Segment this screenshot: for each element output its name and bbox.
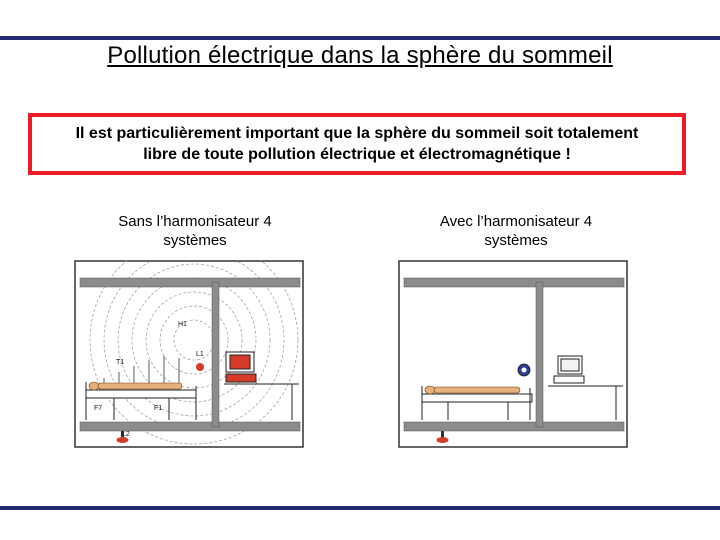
left-caption bbox=[75, 212, 315, 250]
illustration-without-harmonizer bbox=[74, 260, 304, 448]
left-caption-line-1: Sans l’harmonisateur 4 bbox=[118, 213, 272, 230]
label-f7: F7 bbox=[94, 405, 103, 412]
ceiling-slab bbox=[80, 278, 300, 287]
label-t1: T1 bbox=[116, 359, 125, 366]
right-caption-line-2: systèmes bbox=[484, 232, 548, 249]
label-h1: H1 bbox=[178, 321, 187, 328]
vertical-wall bbox=[212, 282, 219, 427]
top-rule bbox=[0, 36, 720, 40]
bottom-rule bbox=[0, 506, 720, 510]
sleeper bbox=[425, 386, 520, 394]
label-f1: F1 bbox=[154, 405, 163, 412]
harmonizer-icon bbox=[518, 364, 530, 376]
sleeper bbox=[89, 382, 182, 390]
ceiling-slab bbox=[404, 278, 624, 287]
illustration-with-harmonizer bbox=[398, 260, 628, 448]
label-l1: L1 bbox=[196, 351, 204, 358]
vertical-wall bbox=[536, 282, 543, 427]
page-title: Pollution électrique dans la sphère du sommeil bbox=[107, 42, 613, 69]
alert-line-2: libre de toute pollution électrique et électromagnétique ! bbox=[143, 146, 571, 163]
right-caption bbox=[396, 212, 636, 250]
floor-slab bbox=[80, 422, 300, 431]
right-caption-line-1: Avec l’harmonisateur 4 bbox=[439, 213, 593, 230]
floor-slab bbox=[404, 422, 624, 431]
alert-text bbox=[76, 123, 639, 165]
left-caption-line-2: systèmes bbox=[163, 232, 227, 249]
outlet-icon bbox=[196, 363, 204, 371]
alert-line-1: Il est particulièrement important que la sphère du sommeil soit totalement bbox=[75, 125, 639, 142]
alert-box bbox=[28, 113, 686, 175]
label-l2: L2 bbox=[122, 431, 130, 438]
